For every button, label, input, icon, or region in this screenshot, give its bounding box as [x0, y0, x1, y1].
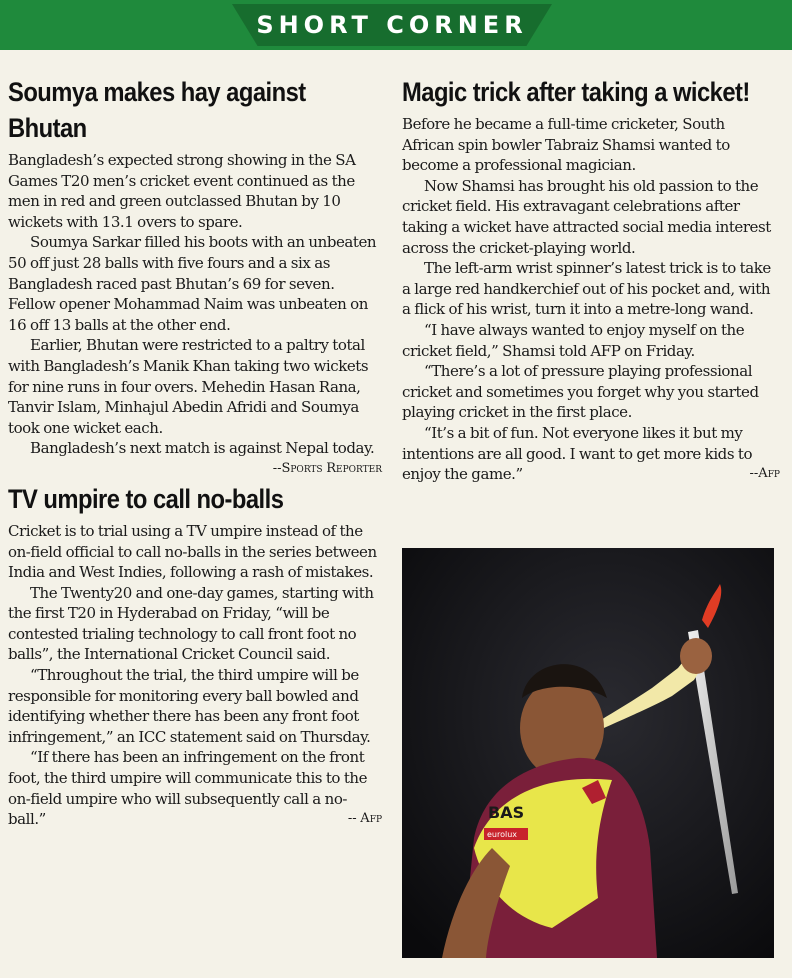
byline-afp: -- Afp: [347, 811, 382, 827]
left-column: [8, 74, 382, 830]
photo-shamsi-celebration: [402, 548, 774, 958]
story-tv-umpire-paragraph: “Throughout the trial, the third umpire will be responsible for monitoring every ball bowled and identifying whether there has been any front foot infringement,” an ICC statement said on Thursday.: [8, 666, 371, 746]
story-magic-paragraph: “There’s a lot of pressure playing professional cricket and sometimes you forget why you started playing cricket in the first place.: [402, 362, 759, 422]
story-magic-paragraph: “It’s a bit of fun. Not everyone likes it but my intentions are all good. I want to get more kids to enjoy the game.”: [402, 423, 753, 484]
jersey-text: BAS: [488, 803, 525, 822]
story-soumya-last-paragraph: [8, 438, 382, 476]
story-tv-umpire-paragraph: Cricket is to trial using a TV umpire instead of the on-field official to call no-balls in the series between India and West Indies, following a rash of mistakes.: [8, 521, 377, 582]
right-column: [402, 74, 780, 485]
story-soumya-paragraph: Bangladesh’s expected strong showing in the SA Games T20 men’s cricket event continued as the men in red and green outclassed Bhutan by 10 wickets with 13.1 overs to spare.: [8, 151, 356, 231]
story-soumya-paragraph: Earlier, Bhutan were restricted to a paltry total with Bangladesh’s Manik Khan taking two wickets for nine runs in four overs. Mehedin Hasan Rana, Tanvir Islam, Minhajul Abedin Afridi and Soumya took one wicket each.: [8, 336, 369, 437]
story-magic-trick: [402, 74, 780, 485]
story-magic-last-paragraph: [402, 423, 780, 485]
story-tv-umpire-paragraph: The Twenty20 and one-day games, starting with the first T20 in Hyderabad on Friday, “will be contested trialing technology to call front foot no balls”, the International Cricket Council said.: [8, 583, 374, 664]
story-soumya-paragraph: Soumya Sarkar filled his boots with an unbeaten 50 off just 28 balls with five fours and a six as Bangladesh raced past Bhutan’s 69 for seven. Fellow opener Mohammad Naim was unbeaten on 16 off 13 balls at the other end.: [8, 233, 377, 334]
raised-hand: [680, 638, 712, 674]
byline-afp: --Afp: [749, 466, 780, 482]
headline-magic-trick: Magic trick after taking a wicket!: [402, 77, 750, 107]
story-tv-umpire: [8, 481, 382, 830]
story-magic-paragraph: Now Shamsi has brought his old passion to the cricket field. His extravagant celebrations after taking a wicket have attracted social media interest across the cricket-playing world.: [402, 176, 771, 257]
sponsor-text: eurolux: [487, 830, 518, 839]
section-title: SHORT CORNER: [256, 11, 528, 39]
headline-tv-umpire: TV umpire to call no-balls: [8, 483, 284, 514]
story-magic-paragraph: “I have always wanted to enjoy myself on the cricket field,” Shamsi told AFP on Friday.: [402, 320, 745, 360]
photo-illustration: [402, 548, 774, 958]
story-tv-umpire-last-paragraph: [8, 747, 382, 829]
headline-soumya: Soumya makes hay against Bhutan: [8, 77, 306, 143]
story-soumya-paragraph: Bangladesh’s next match is against Nepal today.: [30, 439, 375, 458]
story-magic-paragraph: The left-arm wrist spinner’s latest trick is to take a large red handkerchief out of his pocket and, with a flick of his wrist, turn it into a metre-long wand.: [402, 259, 771, 319]
story-magic-paragraph: Before he became a full-time cricketer, South African spin bowler Tabraiz Shamsi wanted to become a professional magician.: [402, 115, 730, 175]
story-tv-umpire-paragraph: “If there has been an infringement on the front foot, the third umpire will communicate this to the on-field umpire who will subsequently call a no-ball.”: [8, 748, 368, 829]
byline-sports-reporter: --Sports Reporter: [272, 460, 382, 476]
section-banner: [0, 0, 792, 50]
story-soumya: [8, 74, 382, 476]
